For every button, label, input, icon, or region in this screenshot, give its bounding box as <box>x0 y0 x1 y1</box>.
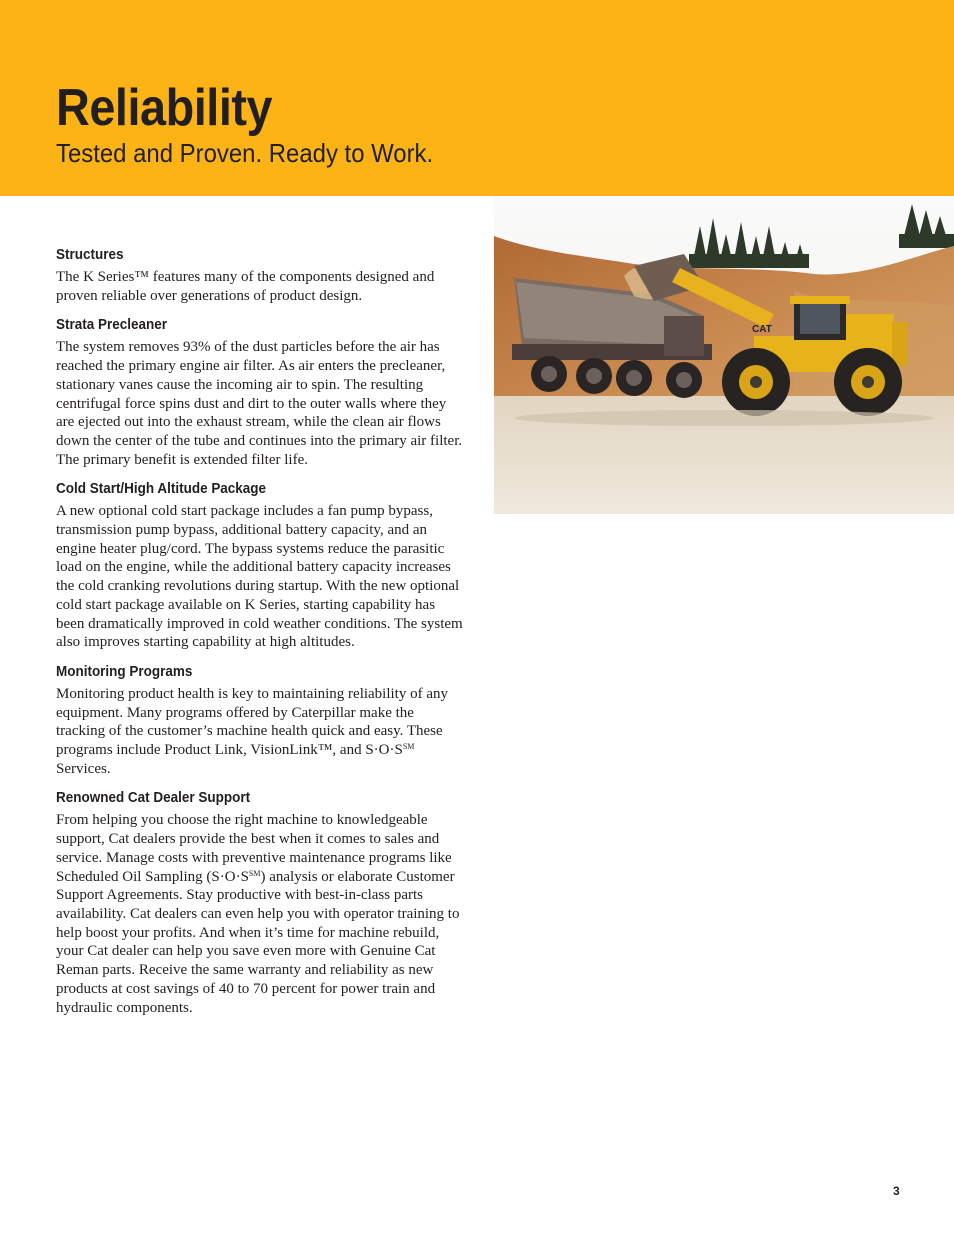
section-text: The K Series™ features many of the components designed and proven reliable over generations of product design. <box>56 269 435 304</box>
service-mark: SM <box>402 742 415 752</box>
loader-badge: CAT <box>752 324 772 335</box>
section-text: A new optional cold start package includes a fan pump bypass, transmission pump bypass, additional battery capacity, and an engine heater plug/cord. The bypass systems reduce the parasitic load on the engine, while the additional battery capacity increases the cold cranking revolutions during startup. With the new optional cold start package available on K Series, starting capability has been dramatically improved in cold weather conditions. The system also improves starting capability at high altitudes. <box>56 503 463 651</box>
section-text <box>56 811 466 1017</box>
section-monitoring-programs <box>56 663 466 779</box>
section-cold-start <box>56 480 466 652</box>
section-text <box>56 685 466 779</box>
text-part: From helping you choose the right machine to knowledgeable support, Cat dealers provide the best when it comes to sales and service. Manage costs with preventive maintenance programs like Scheduled Oil Sampling (S·O·S <box>56 812 452 885</box>
section-heading: Structures <box>56 247 124 263</box>
text-part: ) analysis or elaborate Customer Support Agreements. Stay productive with best-in-class parts availability. Cat dealers can even help you with operator training to help boost your profits. And when it’s time for machine rebuild, your Cat dealer can help you save even more with Genuine Cat Reman parts. Receive the same warranty and reliability as new products at cost savings of 40 to 70 percent for power train and hydraulic components. <box>56 868 460 1016</box>
page-number: 3 <box>893 1184 900 1198</box>
loader-loading-truck-image <box>494 196 954 514</box>
section-heading: Cold Start/High Altitude Package <box>56 481 267 498</box>
section-heading: Strata Precleaner <box>56 317 167 334</box>
wheel-loader-photo <box>494 196 954 514</box>
article-body <box>56 246 466 1028</box>
section-structures <box>56 246 466 305</box>
page-subtitle: Tested and Proven. Ready to Work. <box>56 138 434 168</box>
section-heading: Renowned Cat Dealer Support <box>56 790 251 807</box>
text-part: Services. <box>56 760 111 777</box>
section-dealer-support <box>56 789 466 1017</box>
text-part: Monitoring product health is key to maintaining reliability of any equipment. Many programs offered by Caterpillar make the tracking of the customer’s machine health quick and easy. These programs include Product Link, VisionLink™, and S·O·S <box>56 685 449 759</box>
section-heading: Monitoring Programs <box>56 663 193 680</box>
section-text: The system removes 93% of the dust particles before the air has reached the primary engine air filter. As air enters the precleaner, stationary vanes cause the incoming air to spin. The resulting centrifugal force spins dust and dirt to the outer walls where they are ejected out into the exhaust stream, while the clean air flows down the center of the tube and continues into the primary air filter. The primary benefit is extended filter life. <box>56 339 463 468</box>
page-title: Reliability <box>56 79 273 137</box>
section-strata-precleaner <box>56 316 466 469</box>
header-banner <box>0 0 954 196</box>
service-mark: SM <box>248 868 261 878</box>
